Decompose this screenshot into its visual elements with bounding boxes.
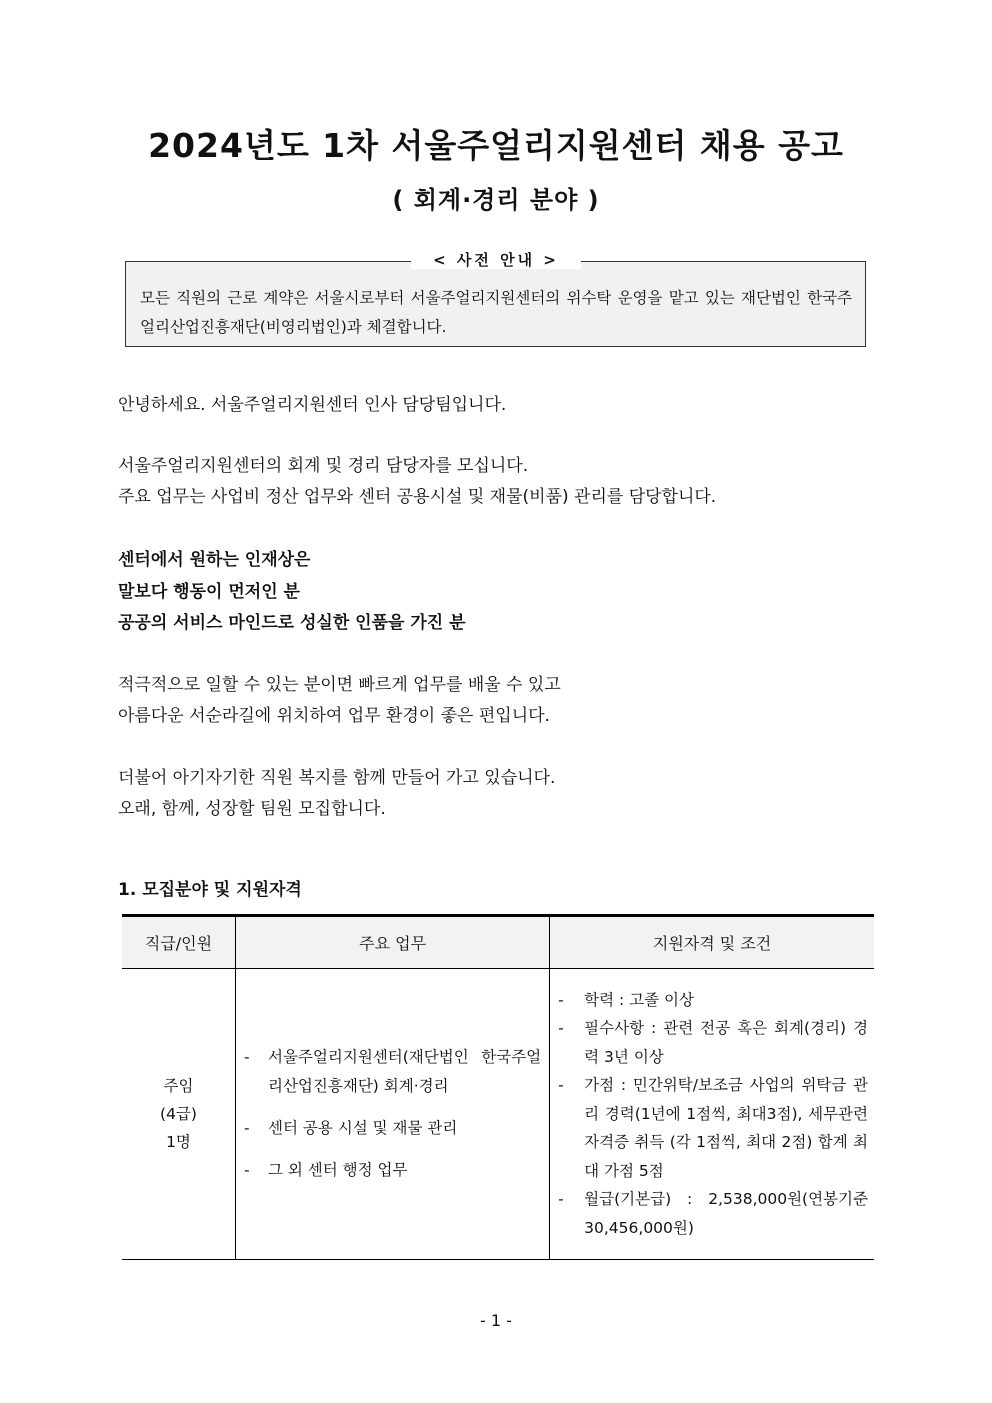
page-number: - 1 -: [480, 1311, 512, 1330]
recruitment-table: [122, 914, 874, 1260]
intro-line: 주요 업무는 사업비 정산 업무와 센터 공용시설 및 재물(비품) 관리를 담당합니다.: [118, 487, 717, 507]
position-grade: (4급): [160, 1105, 197, 1123]
intro-line: 적극적으로 일할 수 있는 분이면 빠르게 업무를 배울 수 있고: [118, 675, 561, 695]
position-cell: [122, 969, 235, 1260]
notice-text: 모든 직원의 근로 계약은 서울시로부터 서울주얼리지원센터의 위수탁 운영을 맡고 있는 재단법인 한국주얼리산업진흥재단(비영리법인)과 체결합니다.: [140, 289, 852, 336]
dash: -: [558, 1019, 564, 1038]
list-item: [558, 1185, 874, 1242]
notice-box: [125, 261, 866, 347]
position-rank: 주임: [163, 1077, 194, 1095]
list-item: [558, 1014, 874, 1071]
ideal-line: 센터에서 원하는 인재상은: [118, 550, 311, 570]
intro-line: 오래, 함께, 성장할 팀원 모집합니다.: [118, 799, 386, 819]
notice-label-wrap: [0, 249, 992, 270]
header-duties: 주요 업무: [235, 916, 549, 969]
list-item: [558, 1071, 874, 1185]
page-title: 2024년도 1차 서울주얼리지원센터 채용 공고: [148, 126, 844, 165]
intro-line: 서울주얼리지원센터의 회계 및 경리 담당자를 모십니다.: [118, 456, 529, 476]
duties-list: [236, 1043, 549, 1185]
list-item: [244, 1114, 549, 1143]
qualification-text: 학력 : 고졸 이상: [584, 990, 694, 1009]
ideal-line: 말보다 행동이 먼저인 분: [118, 582, 300, 602]
page-subtitle: ( 회계·경리 분야 ): [392, 186, 600, 214]
table-header-row: [122, 916, 874, 969]
duty-text: 센터 공용 시설 및 재물 관리: [267, 1119, 458, 1137]
header-qualifications: 지원자격 및 조건: [550, 916, 874, 969]
notice-label: < 사전 안내 >: [411, 251, 581, 269]
section-title: 1. 모집분야 및 지원자격: [118, 880, 302, 900]
duty-text: 그 외 센터 행정 업무: [267, 1161, 408, 1179]
ideal-line: 공공의 서비스 마인드로 성실한 인품을 가진 분: [118, 613, 466, 633]
list-item: [244, 1043, 549, 1101]
dash: -: [558, 1190, 564, 1209]
intro-line: 더불어 아기자기한 직원 복지를 함께 만들어 가고 있습니다.: [118, 768, 556, 788]
list-item: [558, 986, 874, 1015]
greeting-text: 안녕하세요. 서울주얼리지원센터 인사 담당팀입니다.: [118, 395, 507, 415]
qualification-text: 월급(기본급) : 2,538,000원(연봉기준 30,456,000원): [584, 1190, 868, 1237]
qualifications-cell: [550, 969, 874, 1260]
qualification-text: 가점 : 민간위탁/보조금 사업의 위탁금 관리 경력(1년에 1점씩, 최대3점), 세무관련자격증 취득 (각 1점씩, 최대 2점) 합계 최대 가점 5점: [584, 1076, 868, 1180]
dash: -: [243, 1161, 250, 1179]
position-count: 1명: [166, 1133, 191, 1151]
dash: -: [558, 990, 564, 1009]
header-position: 직급/인원: [122, 916, 235, 969]
qualification-text: 필수사항 : 관련 전공 혹은 회계(경리) 경력 3년 이상: [584, 1019, 868, 1066]
duties-cell: [235, 969, 549, 1260]
qualifications-list: [550, 986, 874, 1243]
duty-text: 서울주얼리지원센터(재단법인 한국주얼리산업진흥재단) 회계·경리: [267, 1048, 542, 1095]
dash: -: [558, 1076, 564, 1095]
intro-line: 아름다운 서순라길에 위치하여 업무 환경이 좋은 편입니다.: [118, 706, 550, 726]
dash: -: [243, 1119, 250, 1137]
list-item: [244, 1156, 549, 1185]
dash: -: [243, 1048, 250, 1066]
table-row: [122, 969, 874, 1260]
